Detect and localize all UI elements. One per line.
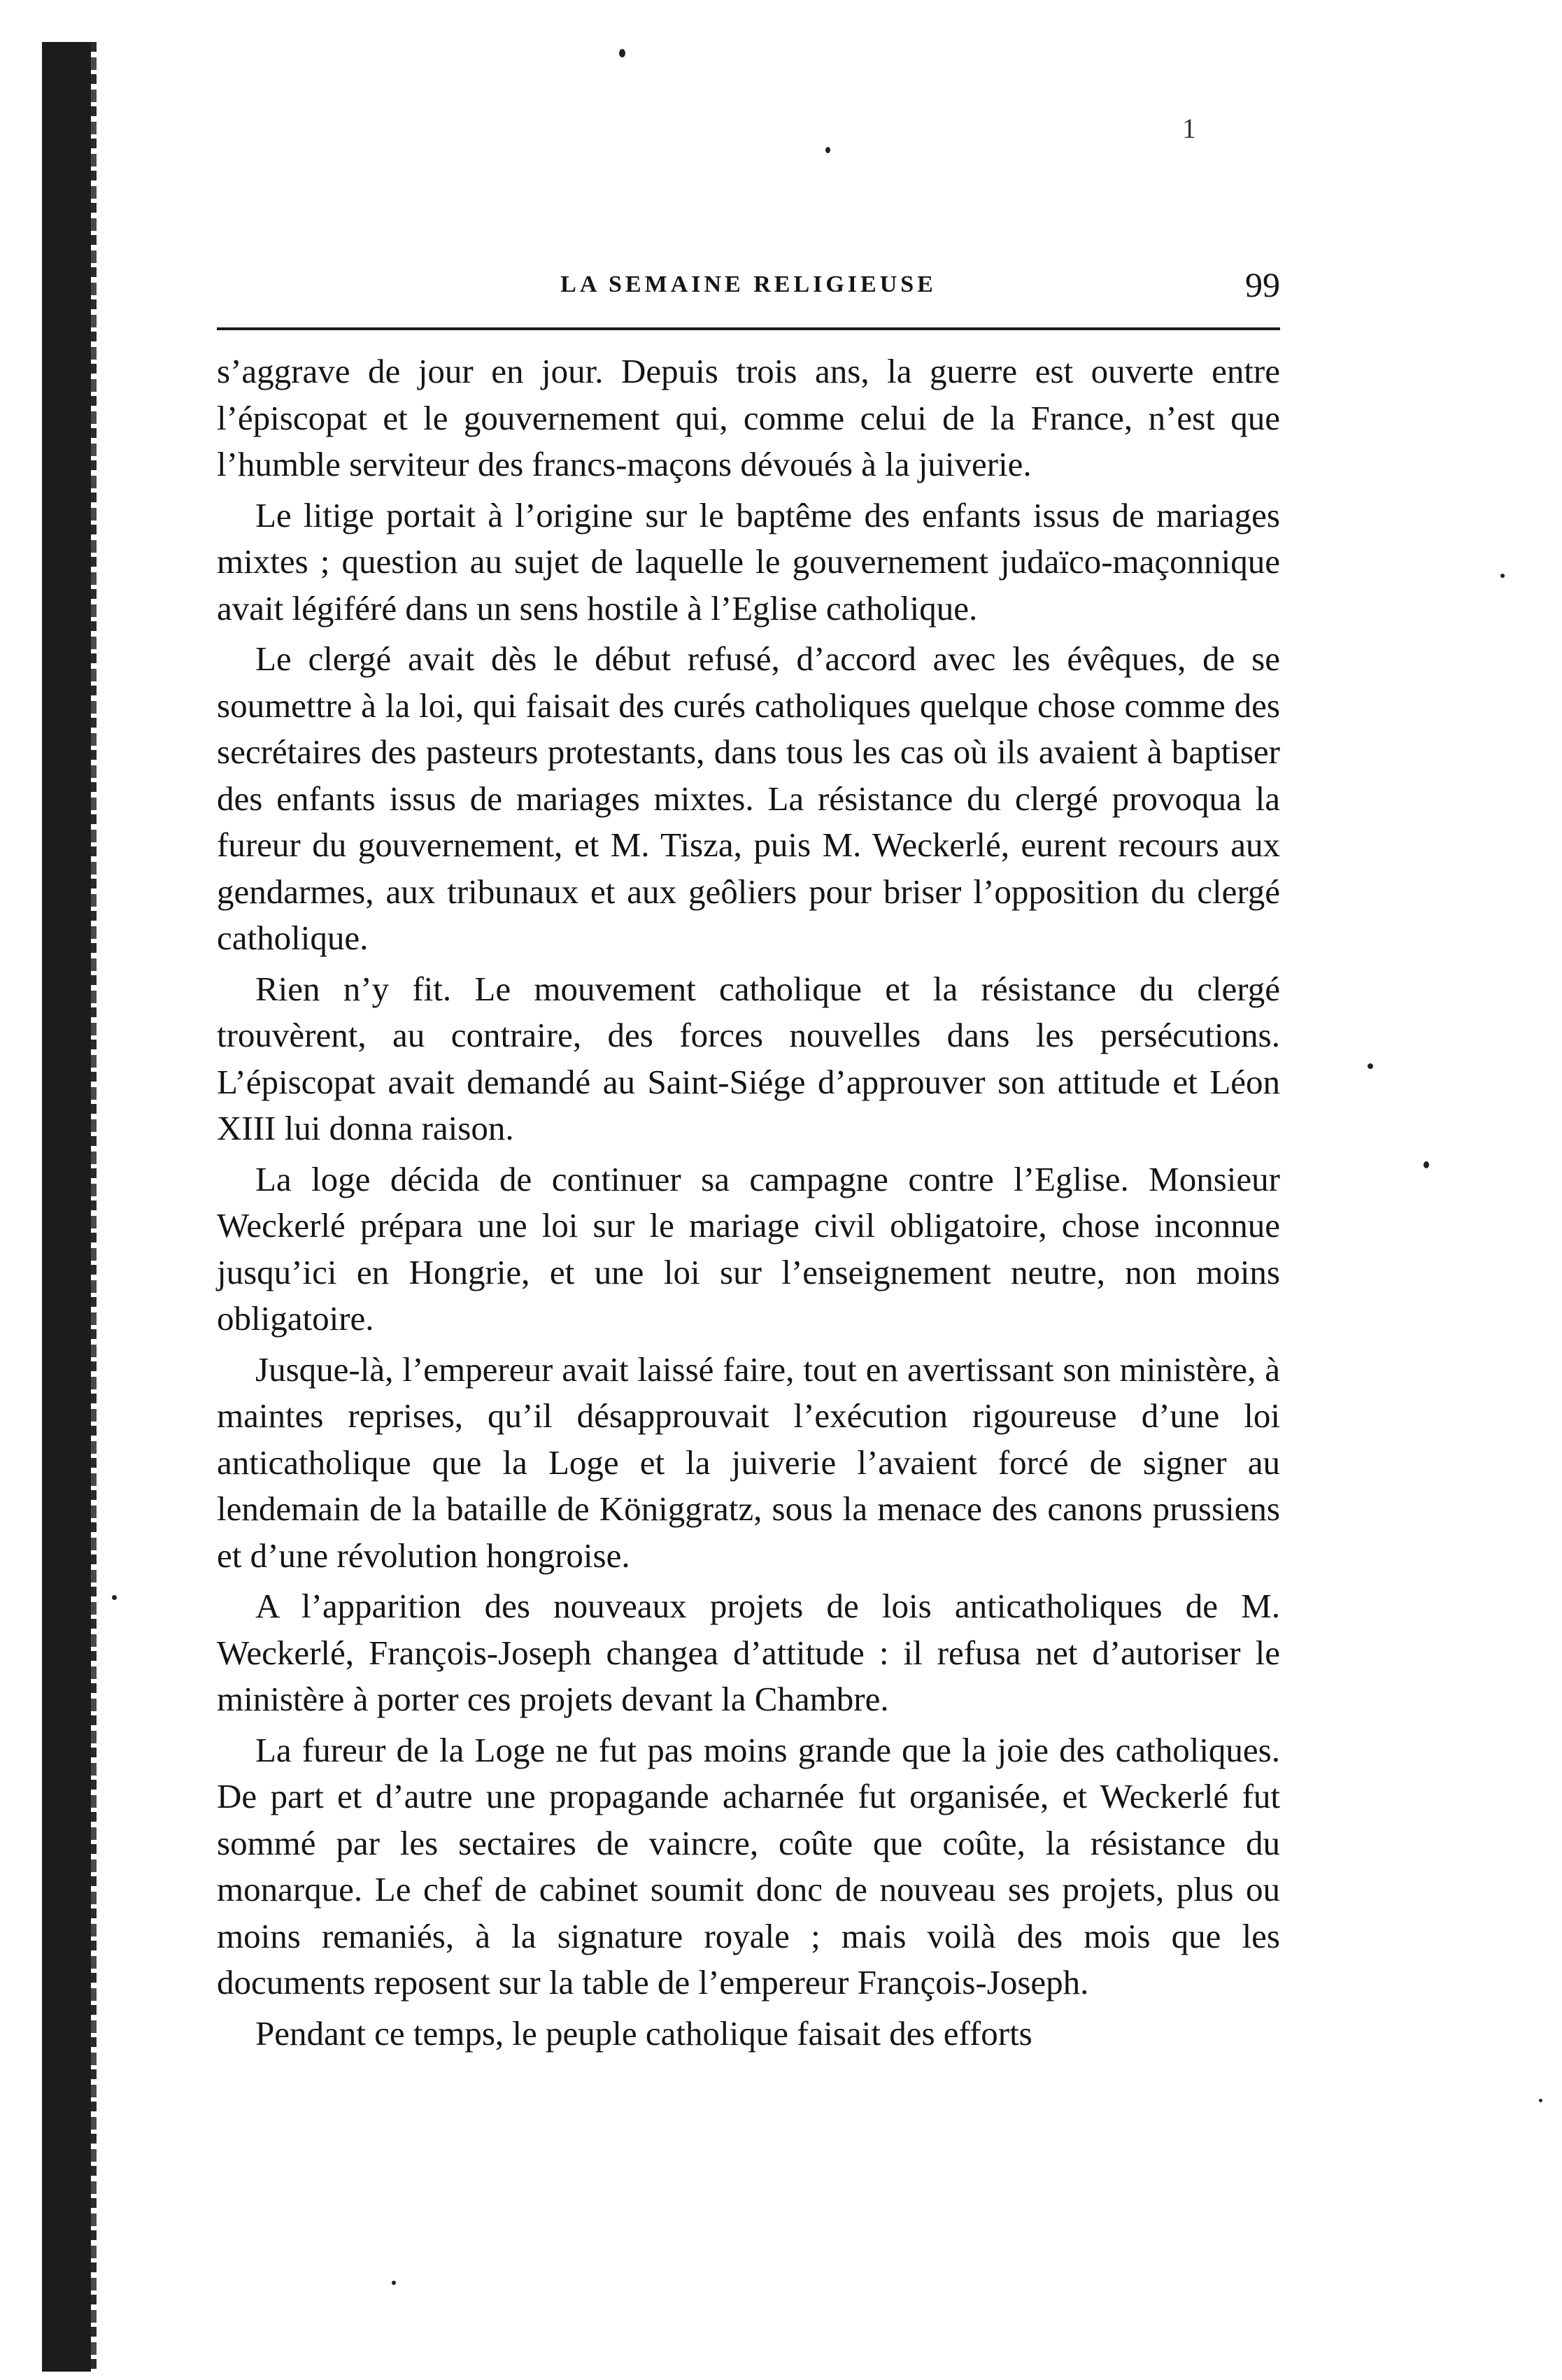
paragraph: La fureur de la Loge ne fut pas moins grande que la joie des catholiques. De part et d’autre une propagande acharnée fut organisée, et Weckerlé fut sommé par les sectaires de vaincre, coûte que coûte, la résistance du monarque. Le chef de cabinet soumit donc de nouveau ses projets, plus ou moins remaniés, à la signature royale ; mais voilà des mois que les documents reposent sur la table de l’empereur François-Joseph. bbox=[217, 1730, 1280, 2002]
paragraph-last: Pendant ce temps, le peuple catholique faisait des efforts bbox=[255, 2013, 1032, 2053]
scan-speck bbox=[1423, 1161, 1429, 1168]
paragraph: A l’apparition des nouveaux projets de lois anticatholiques de M. Weckerlé, François-Joseph changea d’attitude : il refusa net d’autoriser le ministère à porter ces projets devant la Chambre. bbox=[217, 1587, 1280, 1718]
page-number: 99 bbox=[1245, 265, 1280, 304]
paragraph: Le clergé avait dès le début refusé, d’accord avec les évêques, de se soumettre à la loi, qui faisait des curés catholiques quelque chose comme des secrétaires des pasteurs protestants, dans tous les cas où ils avaient à baptiser des enfants issus de mariages mixtes. La résistance du clergé provoqua la fureur du gouvernement, et M. Tisza, puis M. Weckerlé, eurent recours aux gendarmes, aux tribunaux et aux geôliers pour briser l’opposition du clergé catholique. bbox=[217, 639, 1280, 957]
scan-speck bbox=[1539, 2099, 1542, 2102]
scan-speck bbox=[392, 2281, 396, 2285]
top-margin-mark: 1 bbox=[1182, 113, 1196, 144]
paragraph: La loge décida de continuer sa campagne contre l’Eglise. Monsieur Weckerlé prépara une loi sur le mariage civil obligatoire, chose inconnue jusqu’ici en Hongrie, et une loi sur l’enseignement neutre, non moins obligatoire. bbox=[217, 1159, 1280, 1338]
book-binding-edge bbox=[42, 42, 91, 2372]
scan-speck bbox=[825, 147, 830, 153]
paragraph: Rien n’y fit. Le mouvement catholique et la résistance du clergé trouvèrent, au contraire, des forces nouvelles dans les persécutions. L’épiscopat avait demandé au Saint-Siége d’approuver son attitude et Léon XIII lui donna raison. bbox=[217, 969, 1280, 1147]
running-header bbox=[217, 265, 1280, 327]
paragraph: Le litige portait à l’origine sur le baptême des enfants issus de mariages mixtes ; question au sujet de laquelle le gouvernement judaïco-maçonnique avait légiféré dans un sens hostile à l’Eglise catholique. bbox=[217, 495, 1280, 628]
paragraph: Jusque-là, l’empereur avait laissé faire, tout en avertissant son ministère, à maintes reprises, qu’il désapprouvait l’exécution rigoureuse d’une loi anticatholique que la Loge et la juiverie l’avaient forcé de signer au lendemain de la bataille de Königgratz, sous la menace des canons prussiens et d’une révolution hongroise. bbox=[217, 1350, 1280, 1575]
page-body bbox=[217, 348, 1280, 2061]
paragraph-continued: s’aggrave de jour en jour. Depuis trois ans, la guerre est ouverte entre l’épiscopat et le gouvernement qui, comme celui de la France, n’est que l’humble serviteur des francs-maçons dévoués à la juiverie. bbox=[217, 352, 1280, 483]
scan-speck bbox=[112, 1595, 117, 1600]
header-rule bbox=[217, 327, 1280, 330]
scan-speck bbox=[1500, 574, 1505, 578]
scan-speck bbox=[619, 49, 625, 57]
running-title: LA SEMAINE RELIGIEUSE bbox=[560, 271, 937, 297]
scan-speck bbox=[1368, 1063, 1373, 1069]
